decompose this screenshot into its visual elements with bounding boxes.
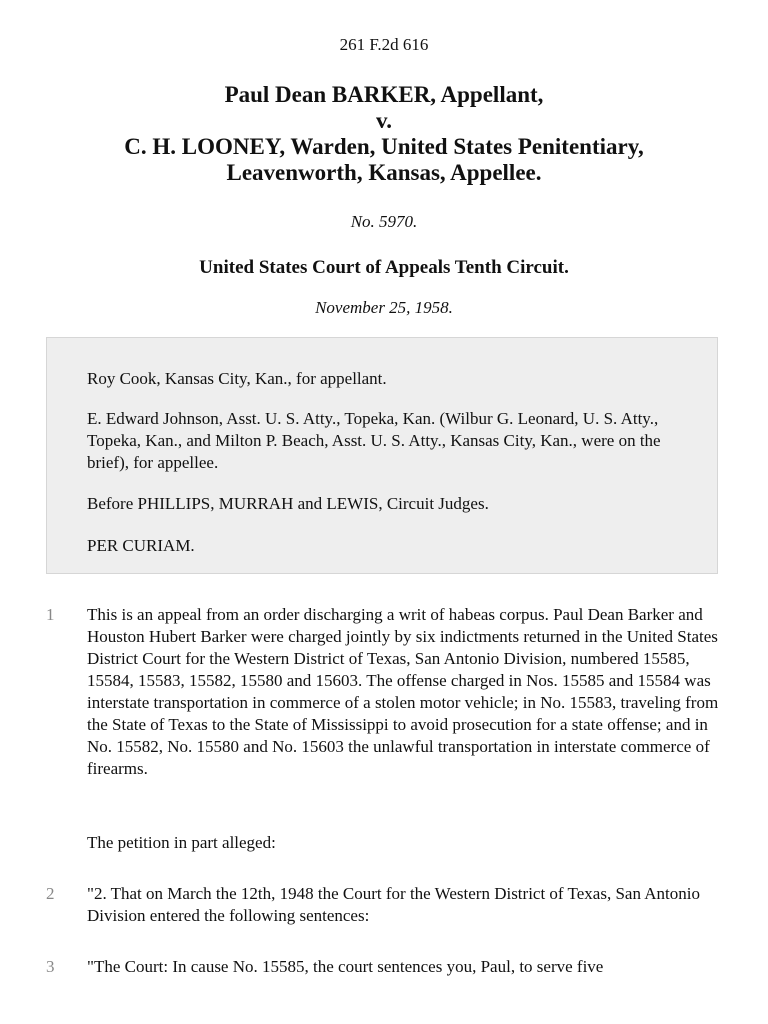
- paragraph-number: 3: [46, 957, 55, 976]
- paragraph-text: This is an appeal from an order discharging a writ of habeas corpus. Paul Dean Barker and Houston Hubert Barker were charged jointly by six indictments returned in the United States District Court for the Western District of Texas, San Antonio Division, numbered 15585, 15584, 15583, 15582, 15580 and 15603. The offense charged in Nos. 15585 and 15584 was interstate transportation in commerce of a stolen motor vehicle; in No. 15583, traveling from the State of Texas to the State of Mississippi to avoid prosecution for a state offense; and in No. 15582, No. 15580 and No. 15603 the unlawful transportation in interstate commerce of firearms.: [87, 605, 719, 778]
- panel-judges: Before PHILLIPS, MURRAH and LEWIS, Circuit Judges.: [87, 494, 489, 513]
- paragraph-text: The petition in part alleged:: [87, 833, 276, 852]
- paragraph-number: 1: [46, 605, 55, 624]
- per-curiam: PER CURIAM.: [87, 536, 195, 555]
- case-title-appellee-location: Leavenworth, Kansas, Appellee.: [226, 160, 542, 185]
- counsel-appellee: E. Edward Johnson, Asst. U. S. Atty., Topeka, Kan. (Wilbur G. Leonard, U. S. Atty., Topeka, Kan., and Milton P. Beach, Asst. U. S. Atty., Kansas City, Kan., were on the brief), for appellee.: [87, 409, 661, 472]
- case-title: [0, 82, 768, 186]
- counsel-appellant: Roy Cook, Kansas City, Kan., for appellant.: [87, 369, 387, 388]
- case-citation: 261 F.2d 616: [339, 35, 429, 54]
- decision-date: November 25, 1958.: [315, 298, 453, 317]
- paragraph-number: 2: [46, 884, 55, 903]
- case-title-appellant: Paul Dean BARKER, Appellant,: [224, 82, 544, 107]
- paragraph-text: "2. That on March the 12th, 1948 the Court for the Western District of Texas, San Antonio Division entered the following sentences:: [87, 884, 700, 925]
- docket-number: No. 5970.: [350, 212, 418, 231]
- counsel-box: [46, 337, 718, 574]
- case-title-versus: v.: [376, 108, 392, 133]
- case-title-appellee: C. H. LOONEY, Warden, United States Penitentiary,: [124, 134, 644, 159]
- court-name: United States Court of Appeals Tenth Circuit.: [199, 257, 569, 278]
- paragraph-text: "The Court: In cause No. 15585, the court sentences you, Paul, to serve five: [87, 957, 604, 976]
